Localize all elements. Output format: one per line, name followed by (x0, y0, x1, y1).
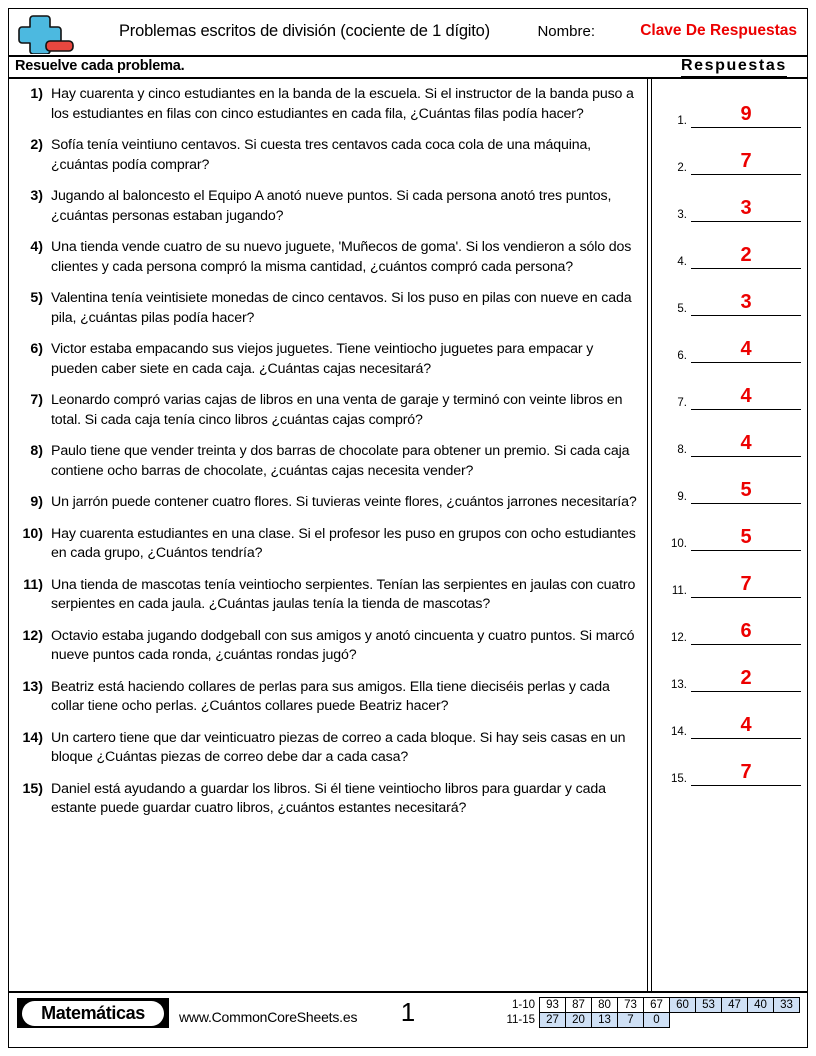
score-table-row (506, 1013, 799, 1028)
answer-row (663, 459, 809, 506)
question-number: 9) (30, 494, 43, 510)
answer-value: 5 (740, 479, 752, 501)
question-row (17, 136, 639, 175)
question-text: Hay cuarenta estudiantes en una clase. Si el profesor les puso en grupos con ocho estudiantes en cada grupo, ¿Cuántos tendría? (51, 525, 636, 561)
score-cell-empty (774, 1013, 800, 1028)
question-number: 4) (30, 239, 43, 255)
column-divider (647, 79, 652, 991)
brand-label: Matemáticas (22, 1001, 164, 1026)
answer-row (663, 177, 809, 224)
answer-value: 7 (740, 761, 752, 783)
answer-value: 4 (740, 385, 752, 407)
page-header (9, 9, 807, 57)
question-number: 11) (23, 576, 43, 593)
answer-row (663, 412, 809, 459)
answer-number: 1. (677, 115, 687, 127)
answer-number: 9. (677, 491, 687, 503)
answer-number: 8. (677, 444, 687, 456)
question-text: Hay cuarenta y cinco estudiantes en la banda de la escuela. Si el instructor de la banda puso a los estudiantes en filas con cinco estudiantes en cada fila, ¿Cuántas filas podía hacer? (51, 86, 634, 122)
question-row (17, 678, 639, 717)
question-number: 13) (22, 678, 43, 695)
answer-number: 5. (677, 303, 687, 315)
score-cell: 40 (748, 998, 774, 1013)
answer-row (663, 647, 809, 694)
answer-value: 3 (740, 197, 752, 219)
answer-value: 7 (740, 573, 752, 595)
answer-value: 2 (740, 244, 752, 266)
score-cell: 0 (644, 1013, 670, 1028)
score-cell-empty (696, 1013, 722, 1028)
question-number: 1) (30, 86, 43, 102)
answer-key-list (659, 83, 809, 788)
answers-column-heading: Respuestas (681, 57, 787, 78)
plus-minus-logo-icon (15, 12, 77, 54)
name-label: Nombre: (537, 23, 595, 40)
question-row (17, 576, 639, 615)
question-row (17, 85, 639, 124)
answer-row (663, 600, 809, 647)
question-text: Sofía tenía veintiuno centavos. Si cuesta tres centavos cada coca cola de una máquina, ¿cuántas podía comprar? (51, 137, 591, 173)
score-cell: 47 (722, 998, 748, 1013)
answer-number: 4. (677, 256, 687, 268)
question-number: 10) (22, 525, 43, 542)
question-number: 6) (30, 341, 43, 357)
score-table-row (506, 998, 799, 1013)
question-number: 8) (30, 443, 43, 459)
page-title: Problemas escritos de división (cociente de 1 dígito) (119, 22, 490, 40)
question-row (17, 780, 639, 819)
question-number: 5) (30, 290, 43, 306)
answer-value: 3 (740, 291, 752, 313)
question-row (17, 289, 639, 328)
answer-number: 13. (671, 679, 687, 691)
score-cell-empty (670, 1013, 696, 1028)
answer-number: 6. (677, 350, 687, 362)
question-text: Daniel está ayudando a guardar los libros. Si él tiene veintiocho libros para guardar y cada estante puede guardar cuatro libros, ¿cuántos estantes necesitará? (51, 780, 606, 816)
worksheet-body (9, 79, 807, 991)
answer-value: 4 (740, 432, 752, 454)
answer-value: 5 (740, 526, 752, 548)
page-footer (9, 991, 807, 1045)
question-text: Una tienda vende cuatro de su nuevo juguete, 'Muñecos de goma'. Si los vendieron a sólo dos clientes y cada persona compró la misma cantidad, ¿cuántos compró cada persona? (51, 239, 632, 275)
question-number: 12) (22, 627, 43, 644)
instructions-bar (9, 57, 807, 79)
answer-row (663, 553, 809, 600)
answer-number: 10. (671, 538, 687, 550)
question-row (17, 391, 639, 430)
page-number: 1 (400, 997, 416, 1027)
answer-row (663, 83, 809, 130)
score-cell: 7 (618, 1013, 644, 1028)
answer-value: 4 (740, 338, 752, 360)
question-text: Jugando al baloncesto el Equipo A anotó nueve puntos. Si cada persona anotó tres puntos, ¿cuántas personas estaban jugando? (51, 188, 612, 224)
answer-row (663, 365, 809, 412)
score-cell: 60 (670, 998, 696, 1013)
score-range-label: 11-15 (506, 1014, 535, 1026)
question-row (17, 187, 639, 226)
score-cell: 87 (566, 998, 592, 1013)
question-text: Paulo tiene que vender treinta y dos barras de chocolate para obtener un premio. Si cada caja contiene ocho barras de chocolate, ¿cuántas cajas necesita vender? (51, 443, 630, 479)
answer-row (663, 694, 809, 741)
answer-row (663, 271, 809, 318)
answer-number: 12. (671, 632, 687, 644)
answer-number: 11. (671, 585, 687, 597)
score-cell: 80 (592, 998, 618, 1013)
question-text: Octavio estaba jugando dodgeball con sus amigos y anotó cincuenta y cuatro puntos. Si marcó nueve puntos cada ronda, ¿cuántas rondas jugó? (51, 627, 635, 663)
question-text: Victor estaba empacando sus viejos juguetes. Tiene veintiocho juguetes para empacar y pueden caber siete en cada caja. ¿Cuántas cajas necesitará? (51, 341, 594, 377)
score-cell: 13 (592, 1013, 618, 1028)
question-row (17, 627, 639, 666)
answer-value: 2 (740, 667, 752, 689)
answer-row (663, 506, 809, 553)
answer-row (663, 130, 809, 177)
answer-number: 3. (677, 209, 687, 221)
question-text: Valentina tenía veintisiete monedas de cinco centavos. Si los puso en pilas con nueve en cada pila, ¿cuántas pilas podía hacer? (51, 290, 632, 326)
name-value: Clave De Respuestas (640, 22, 797, 39)
question-row (17, 525, 639, 564)
question-number: 3) (30, 188, 43, 204)
answer-number: 14. (671, 726, 687, 738)
answer-value: 9 (740, 103, 752, 125)
question-row (17, 340, 639, 379)
question-number: 14) (22, 729, 43, 746)
question-text: Leonardo compró varias cajas de libros en una venta de garaje y terminó con veinte libros en total. Si cada caja tenía cinco libros ¿cuántas cajas compró? (51, 392, 623, 428)
answer-number: 15. (671, 773, 687, 785)
score-cell: 33 (774, 998, 800, 1013)
answer-row (663, 318, 809, 365)
question-text: Un jarrón puede contener cuatro flores. Si tuvieras veinte flores, ¿cuántos jarrones necesitaría? (51, 494, 637, 510)
question-number: 15) (22, 780, 43, 797)
question-text: Una tienda de mascotas tenía veintiocho serpientes. Tenían las serpientes en jaulas con cuatro serpientes en cada jaula. ¿Cuántas jaulas tenía la tienda de mascotas? (51, 576, 636, 612)
answer-row (663, 224, 809, 271)
question-row (17, 493, 639, 513)
question-text: Beatriz está haciendo collares de perlas para sus amigos. Ella tiene dieciséis perlas y cada collar tiene ocho perlas. ¿Cuántos collares puede Beatriz hacer? (51, 678, 610, 714)
question-row (17, 729, 639, 768)
question-text: Un cartero tiene que dar veinticuatro piezas de correo a cada bloque. Si hay seis casas en un bloque ¿Cuántas piezas de correo debe dar a cada casa? (51, 729, 626, 765)
answer-number: 7. (677, 397, 687, 409)
score-cell: 67 (644, 998, 670, 1013)
worksheet-page (8, 8, 808, 1048)
question-row (17, 238, 639, 277)
score-cell: 20 (566, 1013, 592, 1028)
answer-value: 4 (740, 714, 752, 736)
answer-row (663, 741, 809, 788)
scoring-table (506, 997, 800, 1028)
score-cell: 93 (540, 998, 566, 1013)
question-number: 2) (30, 137, 43, 153)
answer-number: 2. (677, 162, 687, 174)
website-url: www.CommonCoreSheets.es (179, 1009, 358, 1025)
score-cell: 27 (540, 1013, 566, 1028)
score-cell-empty (722, 1013, 748, 1028)
score-cell: 73 (618, 998, 644, 1013)
questions-list (9, 85, 645, 831)
answer-value: 7 (740, 150, 752, 172)
question-number: 7) (30, 392, 43, 408)
score-cell: 53 (696, 998, 722, 1013)
question-row (17, 442, 639, 481)
instructions-text: Resuelve cada problema. (15, 58, 185, 74)
score-cell-empty (748, 1013, 774, 1028)
score-range-label: 1-10 (511, 999, 535, 1011)
answer-value: 6 (740, 620, 752, 642)
